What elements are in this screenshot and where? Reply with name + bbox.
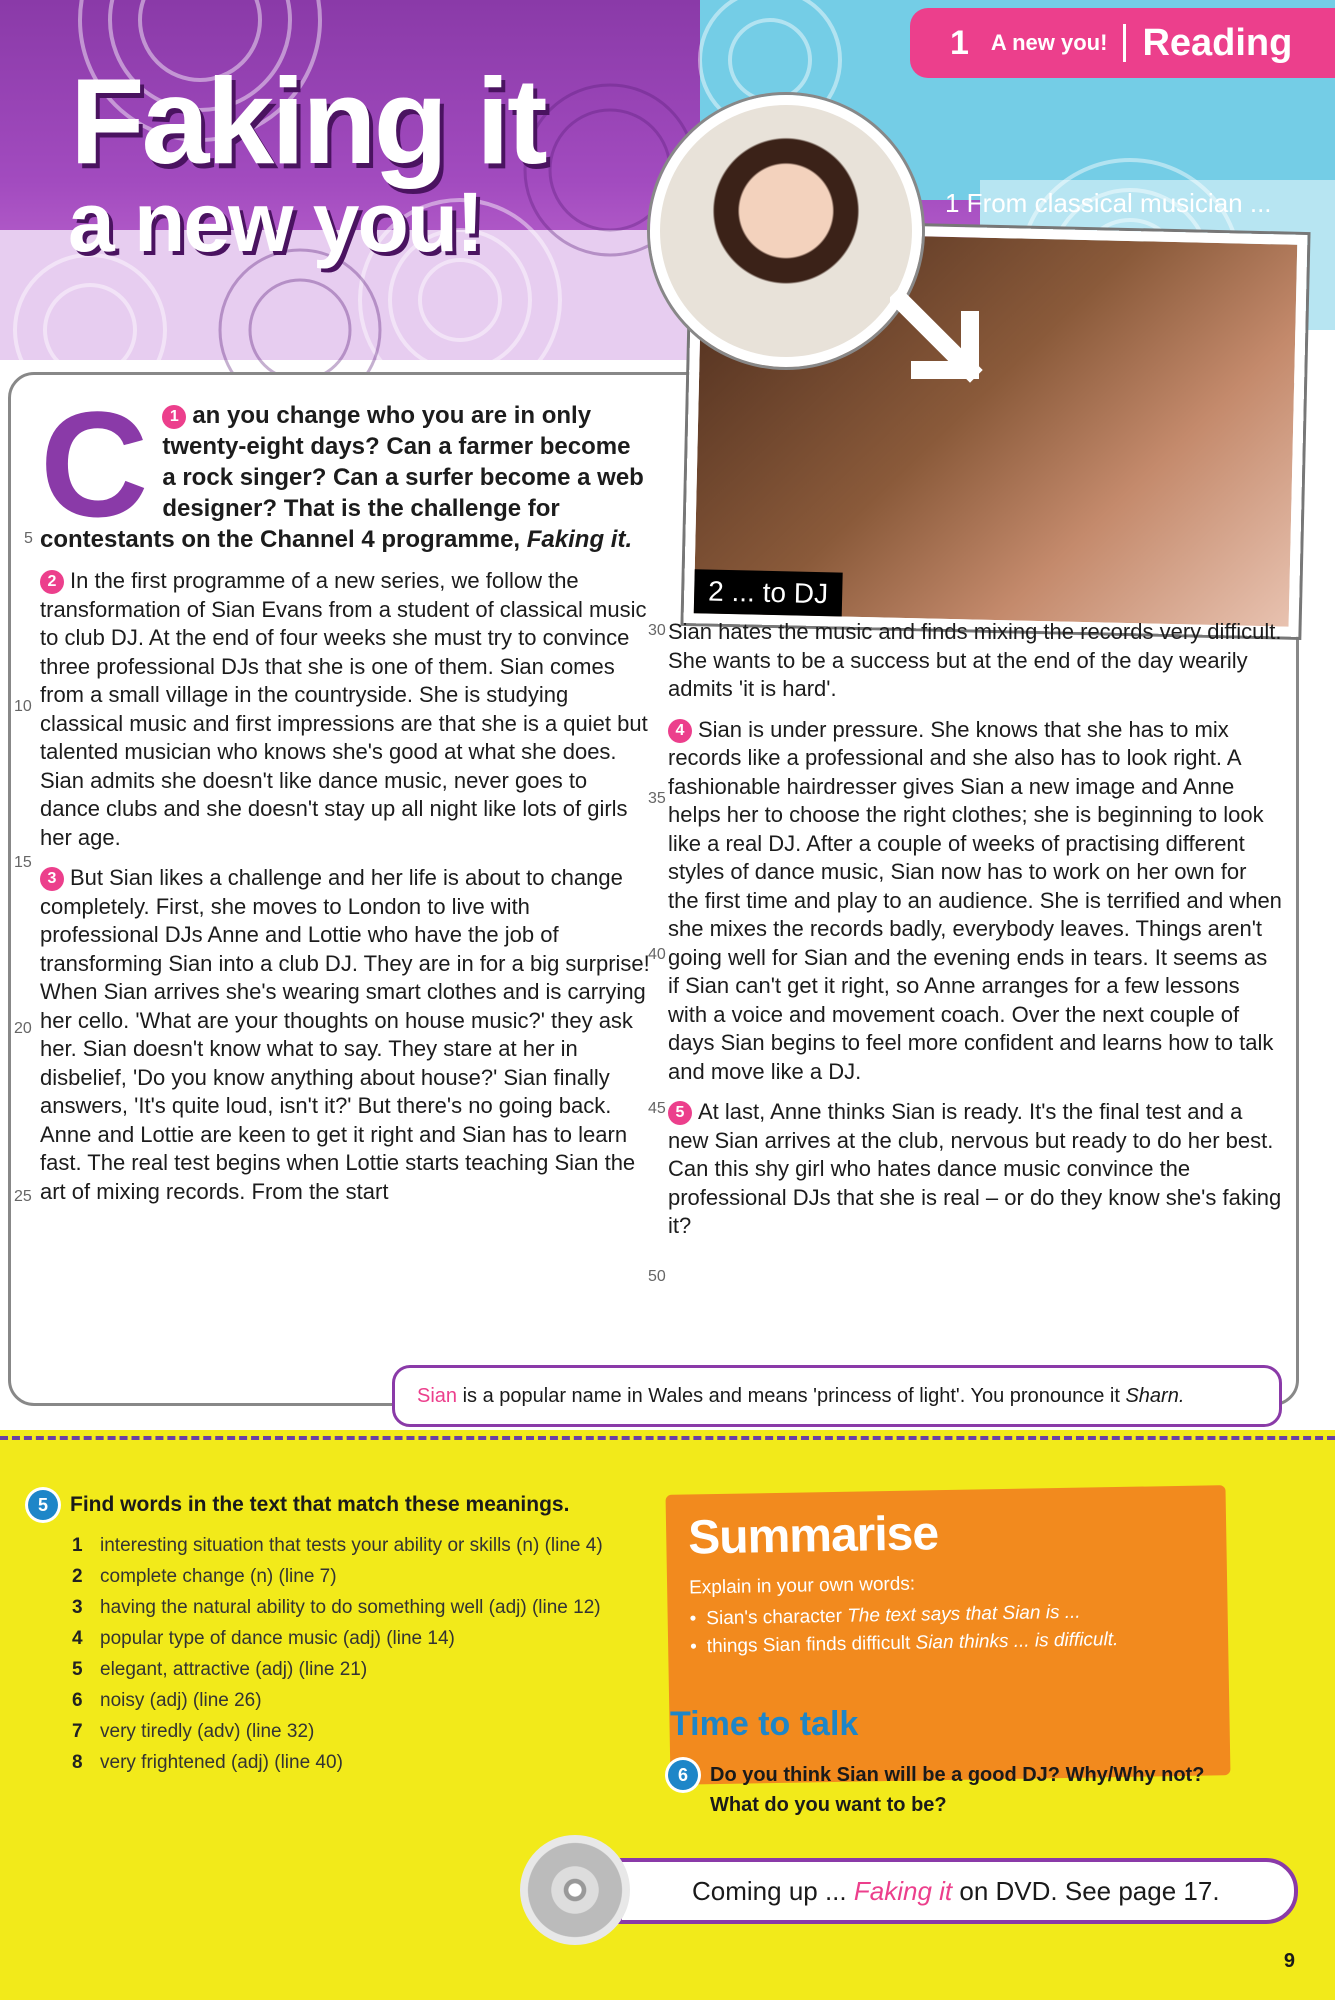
item-text: very tiredly (adv) (line 32) bbox=[100, 1721, 315, 1742]
article-paragraph-3 bbox=[40, 864, 650, 1206]
summarise-instruction: Explain in your own words: bbox=[688, 1573, 916, 1599]
article-paragraph-2 bbox=[40, 567, 650, 852]
line-number: 45 bbox=[648, 1100, 666, 1117]
line-number: 50 bbox=[648, 1268, 666, 1285]
page-title: Faking it bbox=[70, 53, 545, 189]
arrow-icon bbox=[890, 290, 1000, 400]
name-note bbox=[392, 1365, 1282, 1427]
bullet-text: things Sian finds difficult bbox=[706, 1632, 911, 1658]
bullet-text: Sian's character bbox=[706, 1605, 843, 1630]
exercise-number-badge: 5 bbox=[28, 1490, 58, 1520]
article-left-column bbox=[40, 380, 650, 1218]
line-number: 20 bbox=[14, 1020, 32, 1037]
paragraph-number: 1 bbox=[162, 405, 186, 429]
paragraph-number: 5 bbox=[668, 1101, 692, 1125]
note-name: Sian bbox=[417, 1384, 458, 1407]
exercise-6 bbox=[668, 1760, 1204, 1820]
unit-title: A new you! bbox=[990, 30, 1108, 55]
page-subtitle: a new you! bbox=[68, 175, 483, 269]
item-number: 3 bbox=[72, 1597, 83, 1618]
exercise-6-questions bbox=[710, 1760, 1204, 1820]
paragraph-text: In the first programme of a new series, we follow the transformation of Sian Evans from a student of classical music to club DJ. At the end of four weeks she must try to convince three professional DJs that she is one of them. Sian comes from a small village in the countryside. She is studying classical music and first impressions are that she is a quiet but talented musician who knows she's good at what she does. Sian admits she doesn't like dance music, never goes to dance clubs and she doesn't stay up all night like lots of girls her age. bbox=[40, 568, 648, 850]
paragraph-text: Sian hates the music and finds mixing the records very difficult. She wants to be a success but at the end of the day wearily admits 'it is hard'. bbox=[668, 619, 1282, 701]
item-number: 7 bbox=[72, 1721, 83, 1742]
summarise-title: Summarise bbox=[687, 1507, 939, 1565]
list-item bbox=[72, 1561, 603, 1592]
bullet-italic: The text says that Sian is ... bbox=[847, 1601, 1081, 1627]
line-number: 35 bbox=[648, 790, 666, 807]
item-number: 4 bbox=[72, 1628, 83, 1649]
list-item bbox=[72, 1623, 603, 1654]
article-right-column bbox=[668, 618, 1283, 1253]
summarise-list bbox=[667, 1596, 1228, 1662]
question-1: Do you think Sian will be a good DJ? Why/Why not? bbox=[710, 1764, 1205, 1786]
item-text: noisy (adj) (line 26) bbox=[100, 1690, 262, 1711]
paragraph-number: 4 bbox=[668, 719, 692, 743]
photo-caption-2: 2 ... to DJ bbox=[694, 569, 843, 616]
paragraph-text: At last, Anne thinks Sian is ready. It's the final test and a new Sian arrives at the club, nervous but ready to do her best. Can this shy girl who hates dance music convince the professional DJs that she is real – or do they know she's faking it? bbox=[668, 1099, 1282, 1238]
page-number: 9 bbox=[1283, 1950, 1295, 1972]
bullet-italic: Sian thinks ... is difficult. bbox=[915, 1629, 1119, 1654]
line-number: 25 bbox=[14, 1188, 32, 1205]
item-number: 1 bbox=[72, 1535, 83, 1556]
note-text: is a popular name in Wales and means 'princess of light'. You pronounce it bbox=[462, 1384, 1120, 1407]
paragraph-number: 3 bbox=[40, 867, 64, 891]
line-number: 5 bbox=[24, 530, 33, 547]
photo-caption-1: 1 From classical musician ... bbox=[945, 188, 1272, 218]
line-number: 10 bbox=[14, 698, 32, 715]
dvd-banner bbox=[618, 1858, 1298, 1924]
line-number: 40 bbox=[648, 946, 666, 963]
item-number: 6 bbox=[72, 1690, 83, 1711]
note-italic: Sharn. bbox=[1125, 1384, 1185, 1407]
question-2: What do you want to be? bbox=[710, 1794, 947, 1816]
article-paragraph-5 bbox=[668, 1098, 1283, 1241]
article-paragraph-4 bbox=[668, 716, 1283, 1087]
item-text: popular type of dance music (adj) (line 14) bbox=[100, 1628, 455, 1649]
list-item bbox=[72, 1716, 603, 1747]
unit-tab bbox=[910, 8, 1335, 78]
item-number: 8 bbox=[72, 1752, 83, 1773]
unit-number: 1 bbox=[950, 23, 969, 62]
tab-divider bbox=[1123, 24, 1126, 62]
portrait-photo bbox=[650, 95, 922, 367]
exercise-number-badge: 6 bbox=[668, 1760, 698, 1790]
section-title: Reading bbox=[1142, 21, 1293, 64]
item-number: 5 bbox=[72, 1659, 83, 1680]
time-to-talk-title: Time to talk bbox=[670, 1705, 859, 1743]
paragraph-number: 2 bbox=[40, 570, 64, 594]
item-text: elegant, attractive (adj) (line 21) bbox=[100, 1659, 368, 1680]
cd-icon bbox=[520, 1835, 630, 1945]
line-number: 15 bbox=[14, 854, 32, 871]
dashed-divider bbox=[0, 1436, 1335, 1440]
dvd-suffix: on DVD. See page 17. bbox=[959, 1875, 1220, 1906]
exercise-5-heading bbox=[28, 1490, 603, 1520]
paragraph-text: Sian is under pressure. She knows that she has to mix records like a professional and she also has to look right. A fashionable hairdresser gives Sian a new image and Anne helps her to choose the right clothes; she is beginning to look like a real DJ. After a couple of weeks of practising different styles of dance music, Sian now has to work on her own for the first time and play to an audience. She is terrified and when she mixes the records badly, everybody leaves. Things aren't going well for Sian and the evening ends in tears. It seems as if Sian can't get it right, so Anne arranges for a few lessons with a voice and movement coach. Over the next couple of days Sian begins to feel more confident and learns how to talk and move like a DJ. bbox=[668, 716, 1282, 1084]
list-item bbox=[72, 1654, 603, 1685]
paragraph-text: But Sian likes a challenge and her life is about to change completely. First, she moves to London to live with professional DJs Anne and Lottie who have the job of transforming Sian into a club DJ. They are in for a big surprise! When Sian arrives she's wearing smart clothes and is carrying her cello. 'What are your thoughts on house music?' they ask her. Sian doesn't know what to say. They stare at her in disbelief, 'Do you know anything about house?' Sian finally answers, 'It's quite loud, isn't it?' But there's no going back. Anne and Lottie are keen to get it right and Sian has to learn fast. The real test begins when Lottie starts teaching Sian the art of mixing records. From the start bbox=[40, 865, 650, 1204]
item-text: interesting situation that tests your ability or skills (n) (line 4) bbox=[100, 1535, 603, 1556]
list-item bbox=[72, 1747, 603, 1778]
item-number: 2 bbox=[72, 1566, 83, 1587]
intro-italic: Faking it. bbox=[526, 526, 633, 553]
exercise-5 bbox=[28, 1490, 603, 1778]
article-paragraph-3-continued bbox=[668, 618, 1283, 704]
intro-text: an you change who you are in only twenty-eight days? Can a farmer become a rock singer? Can a surfer become a web designer? That is the challenge for contestants on the Channel 4 programme, bbox=[40, 402, 644, 553]
list-item bbox=[72, 1685, 603, 1716]
item-text: very frightened (adj) (line 40) bbox=[100, 1752, 343, 1773]
dvd-show: Faking it bbox=[853, 1875, 953, 1906]
line-number: 30 bbox=[648, 622, 666, 639]
dvd-prefix: Coming up ... bbox=[692, 1875, 847, 1906]
item-text: having the natural ability to do something well (adj) (line 12) bbox=[100, 1597, 601, 1618]
exercise-5-instruction: Find words in the text that match these meanings. bbox=[70, 1493, 570, 1516]
list-item bbox=[72, 1592, 603, 1623]
list-item bbox=[72, 1530, 603, 1561]
exercise-5-list bbox=[72, 1530, 603, 1778]
item-text: complete change (n) (line 7) bbox=[100, 1566, 337, 1587]
drop-cap: C bbox=[40, 380, 149, 548]
intro-paragraph bbox=[40, 380, 650, 555]
